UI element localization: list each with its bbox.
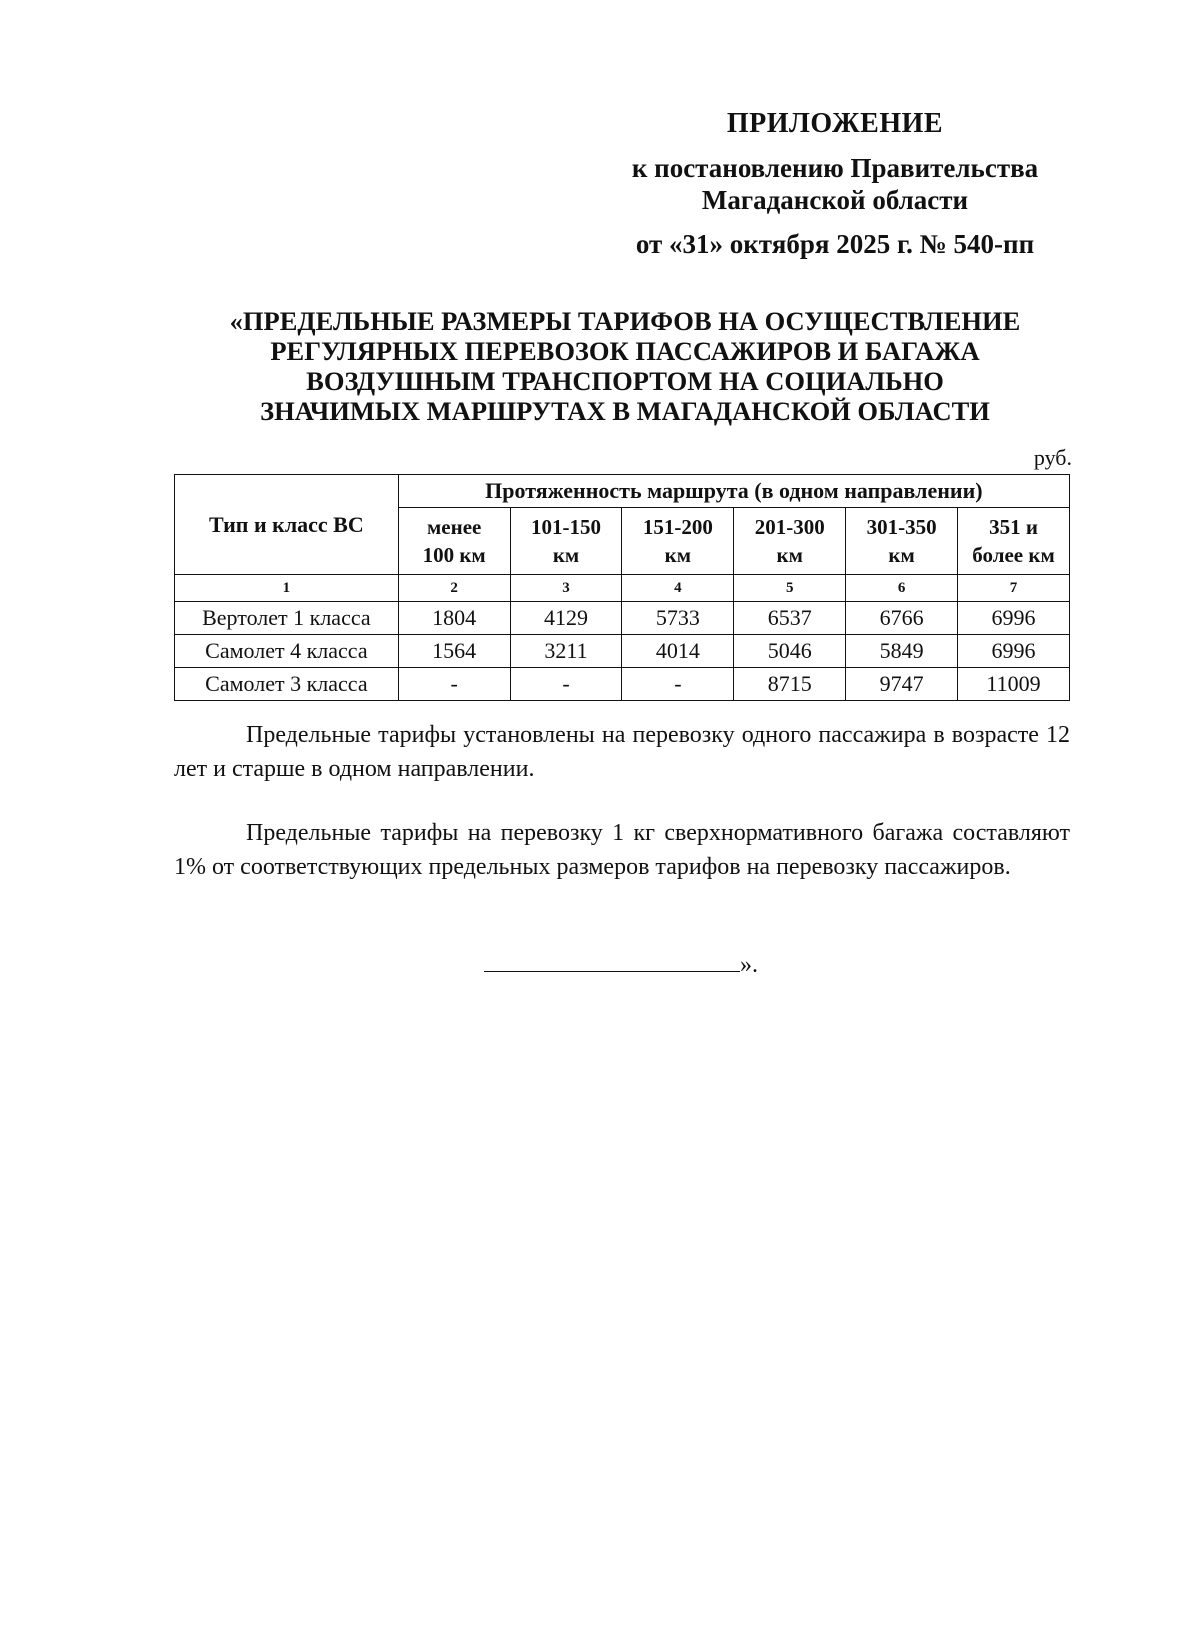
table-row [175,602,1070,635]
title-line: РЕГУЛЯРНЫХ ПЕРЕВОЗОК ПАССАЖИРОВ И БАГАЖА [270,336,980,366]
tariff-cell: 6537 [734,602,846,635]
column-header: 201-300 км [734,508,846,575]
closing-quote: ». [740,952,758,978]
tariff-cell: 6766 [846,602,958,635]
aircraft-type-cell: Самолет 4 класса [175,635,399,668]
tariff-cell: 8715 [734,668,846,701]
column-number: 1 [175,575,399,602]
title-line: ЗНАЧИМЫХ МАРШРУТАХ В МАГАДАНСКОЙ ОБЛАСТИ [260,396,990,426]
table-header-row [175,475,1070,508]
aircraft-type-header: Тип и класс ВС [175,475,399,575]
tariff-cell: 5046 [734,635,846,668]
tariff-cell: - [398,668,510,701]
tariff-table [174,474,1070,701]
column-header: 351 и более км [958,508,1070,575]
note-paragraph-passenger: Предельные тарифы установлены на перевозку одного пассажира в возрасте 12 лет и старше в одном направлении. [174,722,1070,782]
column-number: 6 [846,575,958,602]
title-line: «ПРЕДЕЛЬНЫЕ РАЗМЕРЫ ТАРИФОВ НА ОСУЩЕСТВЛЕНИЕ [229,306,1021,336]
closing-underline [484,953,740,972]
table-row [175,635,1070,668]
tariff-cell: - [510,668,622,701]
document-title [150,306,1100,426]
aircraft-type-cell: Вертолет 1 класса [175,602,399,635]
appendix-region-line: Магаданской области [701,185,969,215]
column-number: 7 [958,575,1070,602]
tariff-cell: 6996 [958,635,1070,668]
tariff-cell: 5849 [846,635,958,668]
tariff-cell: 11009 [958,668,1070,701]
column-number: 5 [734,575,846,602]
note-paragraph-baggage: Предельные тарифы на перевозку 1 кг сверхнормативного багажа составляют 1% от соответствующих предельных размеров тарифов на перевозку пассажиров. [174,820,1070,880]
route-length-header: Протяженность маршрута (в одном направлении) [398,475,1069,508]
title-line: ВОЗДУШНЫМ ТРАНСПОРТОМ НА СОЦИАЛЬНО [306,366,944,396]
column-number-row [175,575,1070,602]
tariff-cell: 1564 [398,635,510,668]
tariff-cell: - [622,668,734,701]
column-number: 4 [622,575,734,602]
tariff-cell: 6996 [958,602,1070,635]
appendix-heading: ПРИЛОЖЕНИЕ [726,108,944,139]
appendix-date-line: от «31» октября 2025 г. № 540-пп [635,229,1035,259]
tariff-cell: 1804 [398,602,510,635]
tariff-cell: 3211 [510,635,622,668]
tariff-cell: 9747 [846,668,958,701]
column-header: 151-200 км [622,508,734,575]
tariff-cell: 5733 [622,602,734,635]
tariff-cell: 4129 [510,602,622,635]
column-number: 3 [510,575,622,602]
column-header: 301-350 км [846,508,958,575]
appendix-block [600,108,1070,260]
currency-unit-label: руб. [1033,445,1072,470]
closing-mark [484,950,758,980]
aircraft-type-cell: Самолет 3 класса [175,668,399,701]
column-header: 101-150 км [510,508,622,575]
table-row [175,668,1070,701]
column-header: менее 100 км [398,508,510,575]
column-number: 2 [398,575,510,602]
appendix-resolution-line: к постановлению Правительства [631,153,1039,183]
tariff-cell: 4014 [622,635,734,668]
